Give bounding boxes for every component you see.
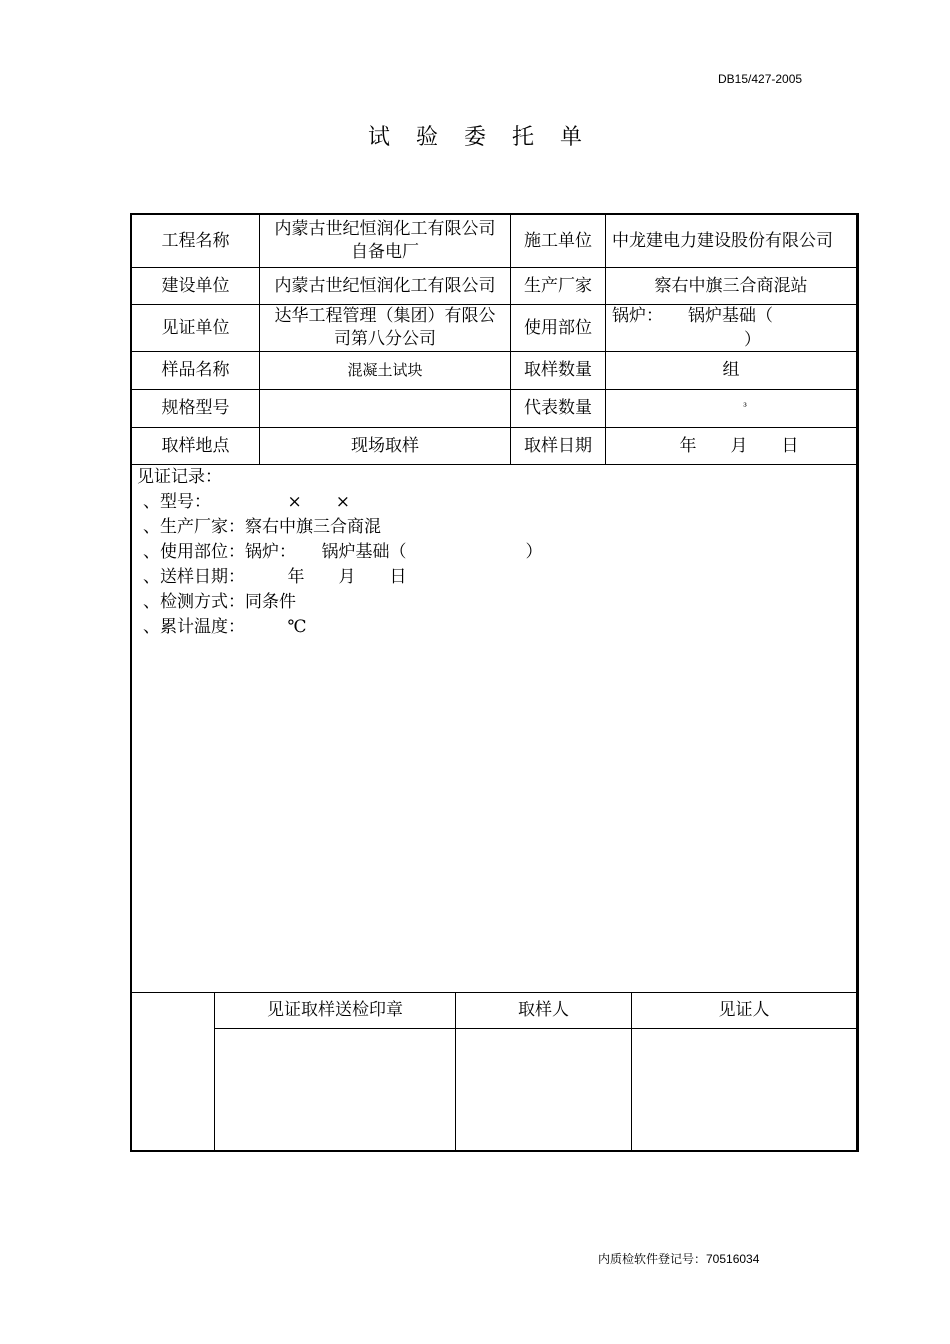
construction-unit-value: 中龙建电力建设股份有限公司 — [612, 230, 833, 251]
sampling-location-label: 取样地点 — [161, 435, 230, 456]
record-line-temperature: 、累计温度： ℃ — [143, 617, 307, 637]
project-name-line1: 内蒙古世纪恒润化工有限公司 — [274, 219, 496, 239]
witness-signature-area[interactable] — [632, 1029, 856, 1151]
witness-unit-line1: 达华工程管理（集团）有限公 — [274, 306, 496, 326]
witness-unit-value — [260, 305, 510, 351]
stamp-label: 见证取样送检印章 — [267, 1000, 403, 1020]
project-name-value — [260, 215, 510, 267]
sampling-date-label: 取样日期 — [524, 435, 592, 456]
usage-part-location: 锅炉基础（ — [688, 306, 773, 326]
commission-form — [130, 213, 859, 1152]
manufacturer-value: 察右中旗三合商混站 — [654, 275, 808, 296]
owner-unit-value: 内蒙古世纪恒润化工有限公司 — [274, 275, 496, 296]
sample-quantity-value: 组 — [722, 360, 740, 380]
record-line-manufacturer: 、生产厂家：察右中旗三合商混 — [143, 517, 381, 537]
record-line-test-method: 、检测方式：同条件 — [143, 592, 296, 612]
sampler-signature-area[interactable] — [456, 1029, 631, 1151]
representative-quantity-value: ³ — [742, 402, 747, 413]
spec-model-label: 规格型号 — [161, 398, 230, 418]
record-line-send-date: 、送样日期： 年 月 日 — [143, 567, 407, 587]
record-line-usage: 、使用部位：锅炉： 锅炉基础（ ） — [143, 542, 543, 562]
page-title: 试验委托单 — [367, 125, 608, 150]
sample-quantity-label: 取样数量 — [524, 360, 592, 380]
record-line-model: 、型号： × × — [143, 492, 350, 512]
sample-name-value: 混凝土试块 — [347, 361, 423, 379]
usage-part-close: ） — [744, 330, 761, 350]
witness-unit-line2: 司第八分公司 — [334, 329, 436, 349]
witness-person-label: 见证人 — [718, 1000, 770, 1020]
sampling-date-value: 年 月 日 — [679, 435, 799, 456]
registration-number: 内质检软件登记号：70516034 — [598, 1252, 760, 1266]
representative-quantity-label: 代表数量 — [524, 398, 592, 418]
project-name-line2: 自备电厂 — [351, 242, 419, 262]
standard-code: DB15/427-2005 — [718, 72, 803, 86]
witness-unit-label: 见证单位 — [161, 317, 230, 338]
witness-record-heading: 见证记录： — [137, 467, 222, 487]
witness-record — [137, 465, 543, 640]
owner-unit-label: 建设单位 — [161, 275, 230, 296]
manufacturer-label: 生产厂家 — [524, 275, 592, 296]
usage-part-prefix: 锅炉： — [612, 306, 663, 326]
stamp-area[interactable] — [215, 1029, 455, 1151]
project-name-label: 工程名称 — [161, 230, 230, 251]
usage-part-label: 使用部位 — [524, 317, 592, 338]
sampler-label: 取样人 — [518, 1000, 569, 1020]
sampling-location-value: 现场取样 — [351, 435, 419, 456]
spec-model-value — [260, 390, 510, 427]
construction-unit-label: 施工单位 — [524, 230, 592, 251]
sample-name-label: 样品名称 — [161, 360, 230, 380]
